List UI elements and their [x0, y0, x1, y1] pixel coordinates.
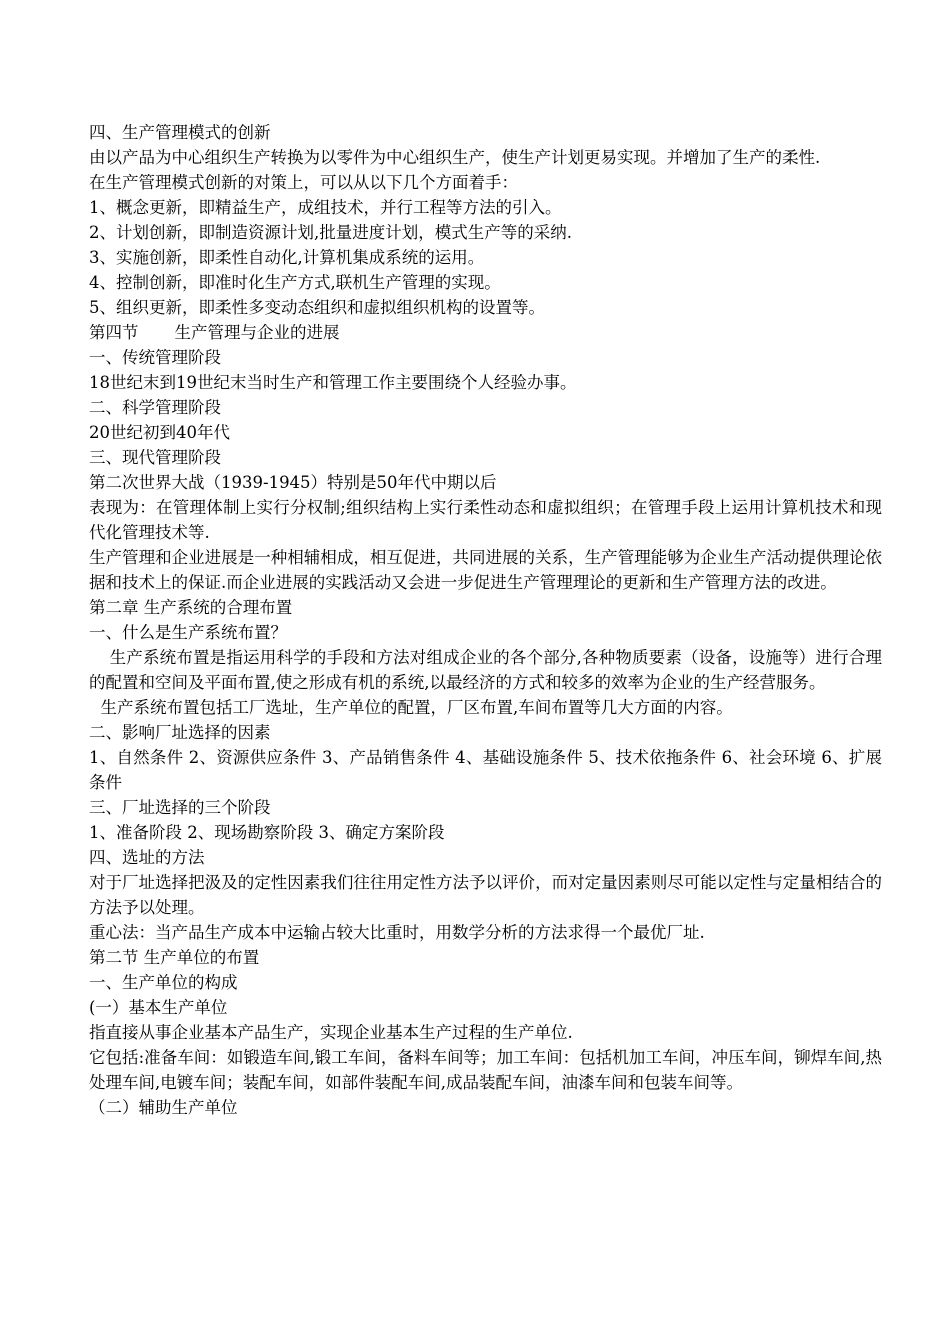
paragraph-layout-scope: 生产系统布置包括工厂选址，生产单位的配置，厂区布置,车间布置等几大方面的内容。	[100, 698, 733, 717]
paragraph-modern-features: 表现为：在管理体制上实行分权制;组织结构上实行柔性动态和虚拟组织；在管理手段上运用计算机技术和现代化管理技术等.	[89, 498, 882, 542]
paragraph-site-factors: 1、自然条件 2、资源供应条件 3、产品销售条件 4、基础设施条件 5、技术依拖条件 6、社会环境 6、扩展条件	[89, 748, 882, 792]
section-title: 生产管理与企业的进展	[174, 323, 340, 342]
section-heading-4	[89, 320, 882, 345]
heading-auxiliary-units: （二）辅助生产单位	[89, 1098, 238, 1117]
paragraph-center-of-gravity: 重心法：当产品生产成本中运输占较大比重时，用数学分析的方法求得一个最优厂址.	[89, 923, 705, 942]
heading-site-methods: 四、选址的方法	[89, 848, 205, 867]
list-item-control: 4、控制创新，即准时化生产方式,联机生产管理的实现。	[89, 273, 501, 292]
section-label: 第四节	[89, 323, 139, 342]
paragraph-scientific: 20世纪初到40年代	[89, 423, 230, 442]
paragraph-modern-period: 第二次世界大战（1939-1945）特别是50年代中期以后	[89, 473, 497, 492]
paragraph-workshops: 它包括:准备车间：如锻造车间,锻工车间，备料车间等；加工车间：包括机加工车间，冲压车间，铆焊车间,热处理车间,电镀车间；装配车间，如部件装配车间,成品装配车间，油漆车间和包装车间等。	[89, 1048, 882, 1092]
paragraph-countermeasures: 在生产管理模式创新的对策上，可以从以下几个方面着手：	[89, 173, 518, 192]
list-item-plan: 2、计划创新，即制造资源计划,批量进度计划，模式生产等的采纳.	[89, 223, 572, 242]
list-item-organization: 5、组织更新，即柔性多变动态组织和虚拟组织机构的设置等。	[89, 298, 545, 317]
list-item-concept: 1、概念更新，即精益生产，成组技术，并行工程等方法的引入。	[89, 198, 562, 217]
chapter-heading-2: 第二章 生产系统的合理布置	[89, 598, 293, 617]
heading-what-is-layout: 一、什么是生产系统布置？	[89, 623, 287, 642]
paragraph-mode-shift: 由以产品为中心组织生产转换为以零件为中心组织生产，使生产计划更易实现。并增加了生产的柔性.	[89, 148, 821, 167]
heading-site-stages: 三、厂址选择的三个阶段	[89, 798, 271, 817]
heading-unit-composition: 一、生产单位的构成	[89, 973, 238, 992]
heading-traditional: 一、传统管理阶段	[89, 348, 221, 367]
heading-scientific: 二、科学管理阶段	[89, 398, 221, 417]
paragraph-relationship: 生产管理和企业进展是一种相辅相成，相互促进，共同进展的关系，生产管理能够为企业生产活动提供理论依据和技术上的保证.而企业进展的实践活动又会进一步促进生产管理理论的更新和生产管理方法的改进。	[89, 548, 882, 592]
list-item-implement: 3、实施创新，即柔性自动化,计算机集成系统的运用。	[89, 248, 485, 267]
paragraph-traditional: 18世纪末到19世纪末当时生产和管理工作主要围绕个人经验办事。	[89, 373, 577, 392]
paragraph-layout-definition: 生产系统布置是指运用科学的手段和方法对组成企业的各个部分,各种物质要素（设备，设施等）进行合理的配置和空间及平面布置,使之形成有机的系统,以最经济的方式和较多的效率为企业的生产经营服务。	[89, 648, 882, 692]
heading-modern: 三、现代管理阶段	[89, 448, 221, 467]
section-heading-2: 第二节 生产单位的布置	[89, 948, 260, 967]
paragraph-basic-units: 指直接从事企业基本产品生产，实现企业基本生产过程的生产单位.	[89, 1023, 573, 1042]
paragraph-site-methods: 对于厂址选择把汲及的定性因素我们往往用定性方法予以评价，而对定量因素则尽可能以定性与定量相结合的方法予以处理。	[89, 873, 882, 917]
paragraph-site-stages: 1、准备阶段 2、现场勘察阶段 3、确定方案阶段	[89, 823, 445, 842]
heading-site-factors: 二、影响厂址选择的因素	[89, 723, 271, 742]
heading-mode-innovation: 四、生产管理模式的创新	[89, 123, 271, 142]
heading-basic-units: (一）基本生产单位	[89, 998, 228, 1017]
